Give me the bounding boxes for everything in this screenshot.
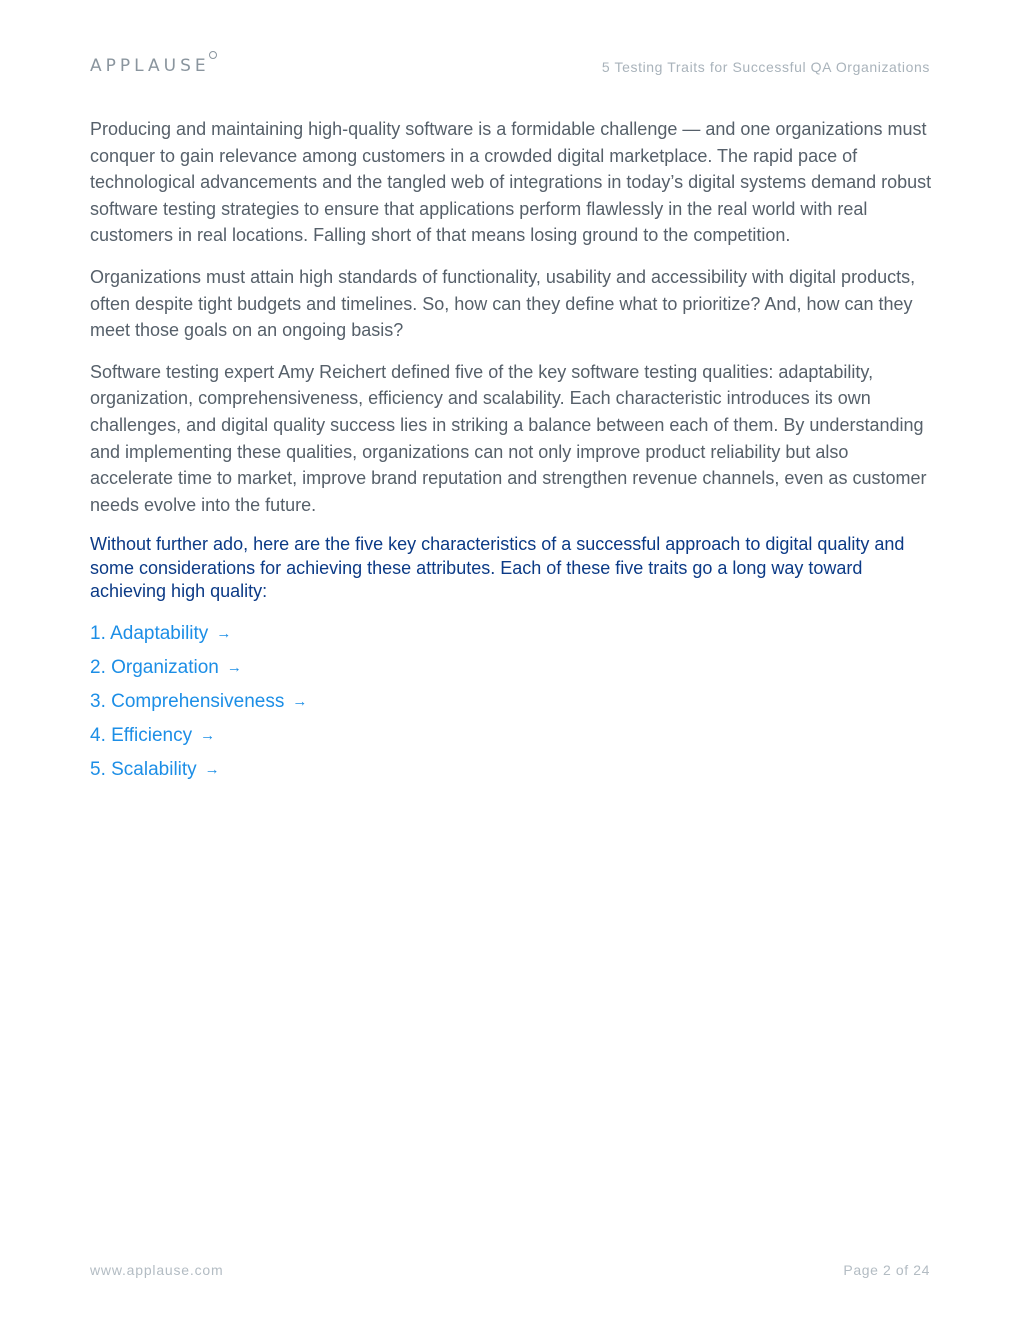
footer-website-link[interactable]: www.applause.com [90,1262,224,1278]
intro-paragraph-1: Producing and maintaining high-quality software is a formidable challenge — and one organizations must conquer to gain relevance among customers in a crowded digital marketplace. The rapid pace of technological advancements and the tangled web of integrations in today’s digital systems demand robust software testing strategies to ensure that applications perform flawlessly in the real world with real customers in real locations. Falling short of that means losing ground to the competition. [90,119,932,246]
lead-paragraph: Without further ado, here are the five key characteristics of a successful approach to digital quality and some considerations for achieving these attributes. Each of these five traits go a long way toward achieving high quality: [90,534,905,602]
trait-label: 1. Adaptability [90,622,209,644]
arrow-right-icon: → [292,692,308,710]
intro-paragraph-3: Software testing expert Amy Reichert defined five of the key software testing qualities: adaptability, organization, comprehensiveness, efficiency and scalability. Each characteristic introduces its own challenges, and digital quality success lies in striking a balance between each of them. By understanding and implementing these qualities, organizations can not only improve product reliability but also accelerate time to market, improve brand reputation and strengthen revenue channels, even as customer needs evolve into the future. [90,361,927,515]
trait-label: 4. Efficiency [90,724,193,746]
arrow-right-icon: → [216,624,232,642]
arrow-right-icon: → [204,760,220,778]
intro-paragraph-2: Organizations must attain high standards of functionality, usability and accessibility with digital products, often despite tight budgets and timelines. So, how can they define what to prioritize? And, how can they meet those goals on an ongoing basis? [90,266,916,341]
trait-link-comprehensiveness[interactable] [90,690,932,724]
logo-circle-icon [209,51,217,59]
trait-label: 2. Organization [90,656,219,678]
arrow-right-icon: → [226,658,242,676]
trait-link-adaptability[interactable] [90,622,932,656]
page-number: Page 2 of 24 [843,1262,930,1278]
traits-list [90,622,932,792]
arrow-right-icon: → [200,726,216,744]
page-header [90,52,930,82]
logo-text: APPLAUSE [90,56,210,76]
trait-link-scalability[interactable] [90,758,932,792]
document-title: 5 Testing Traits for Successful QA Organizations [601,59,930,75]
trait-link-efficiency[interactable] [90,724,932,758]
trait-link-organization[interactable] [90,656,932,690]
main-content [90,116,932,792]
applause-logo [90,56,218,76]
trait-label: 3. Comprehensiveness [90,690,285,712]
trait-label: 5. Scalability [90,758,197,780]
